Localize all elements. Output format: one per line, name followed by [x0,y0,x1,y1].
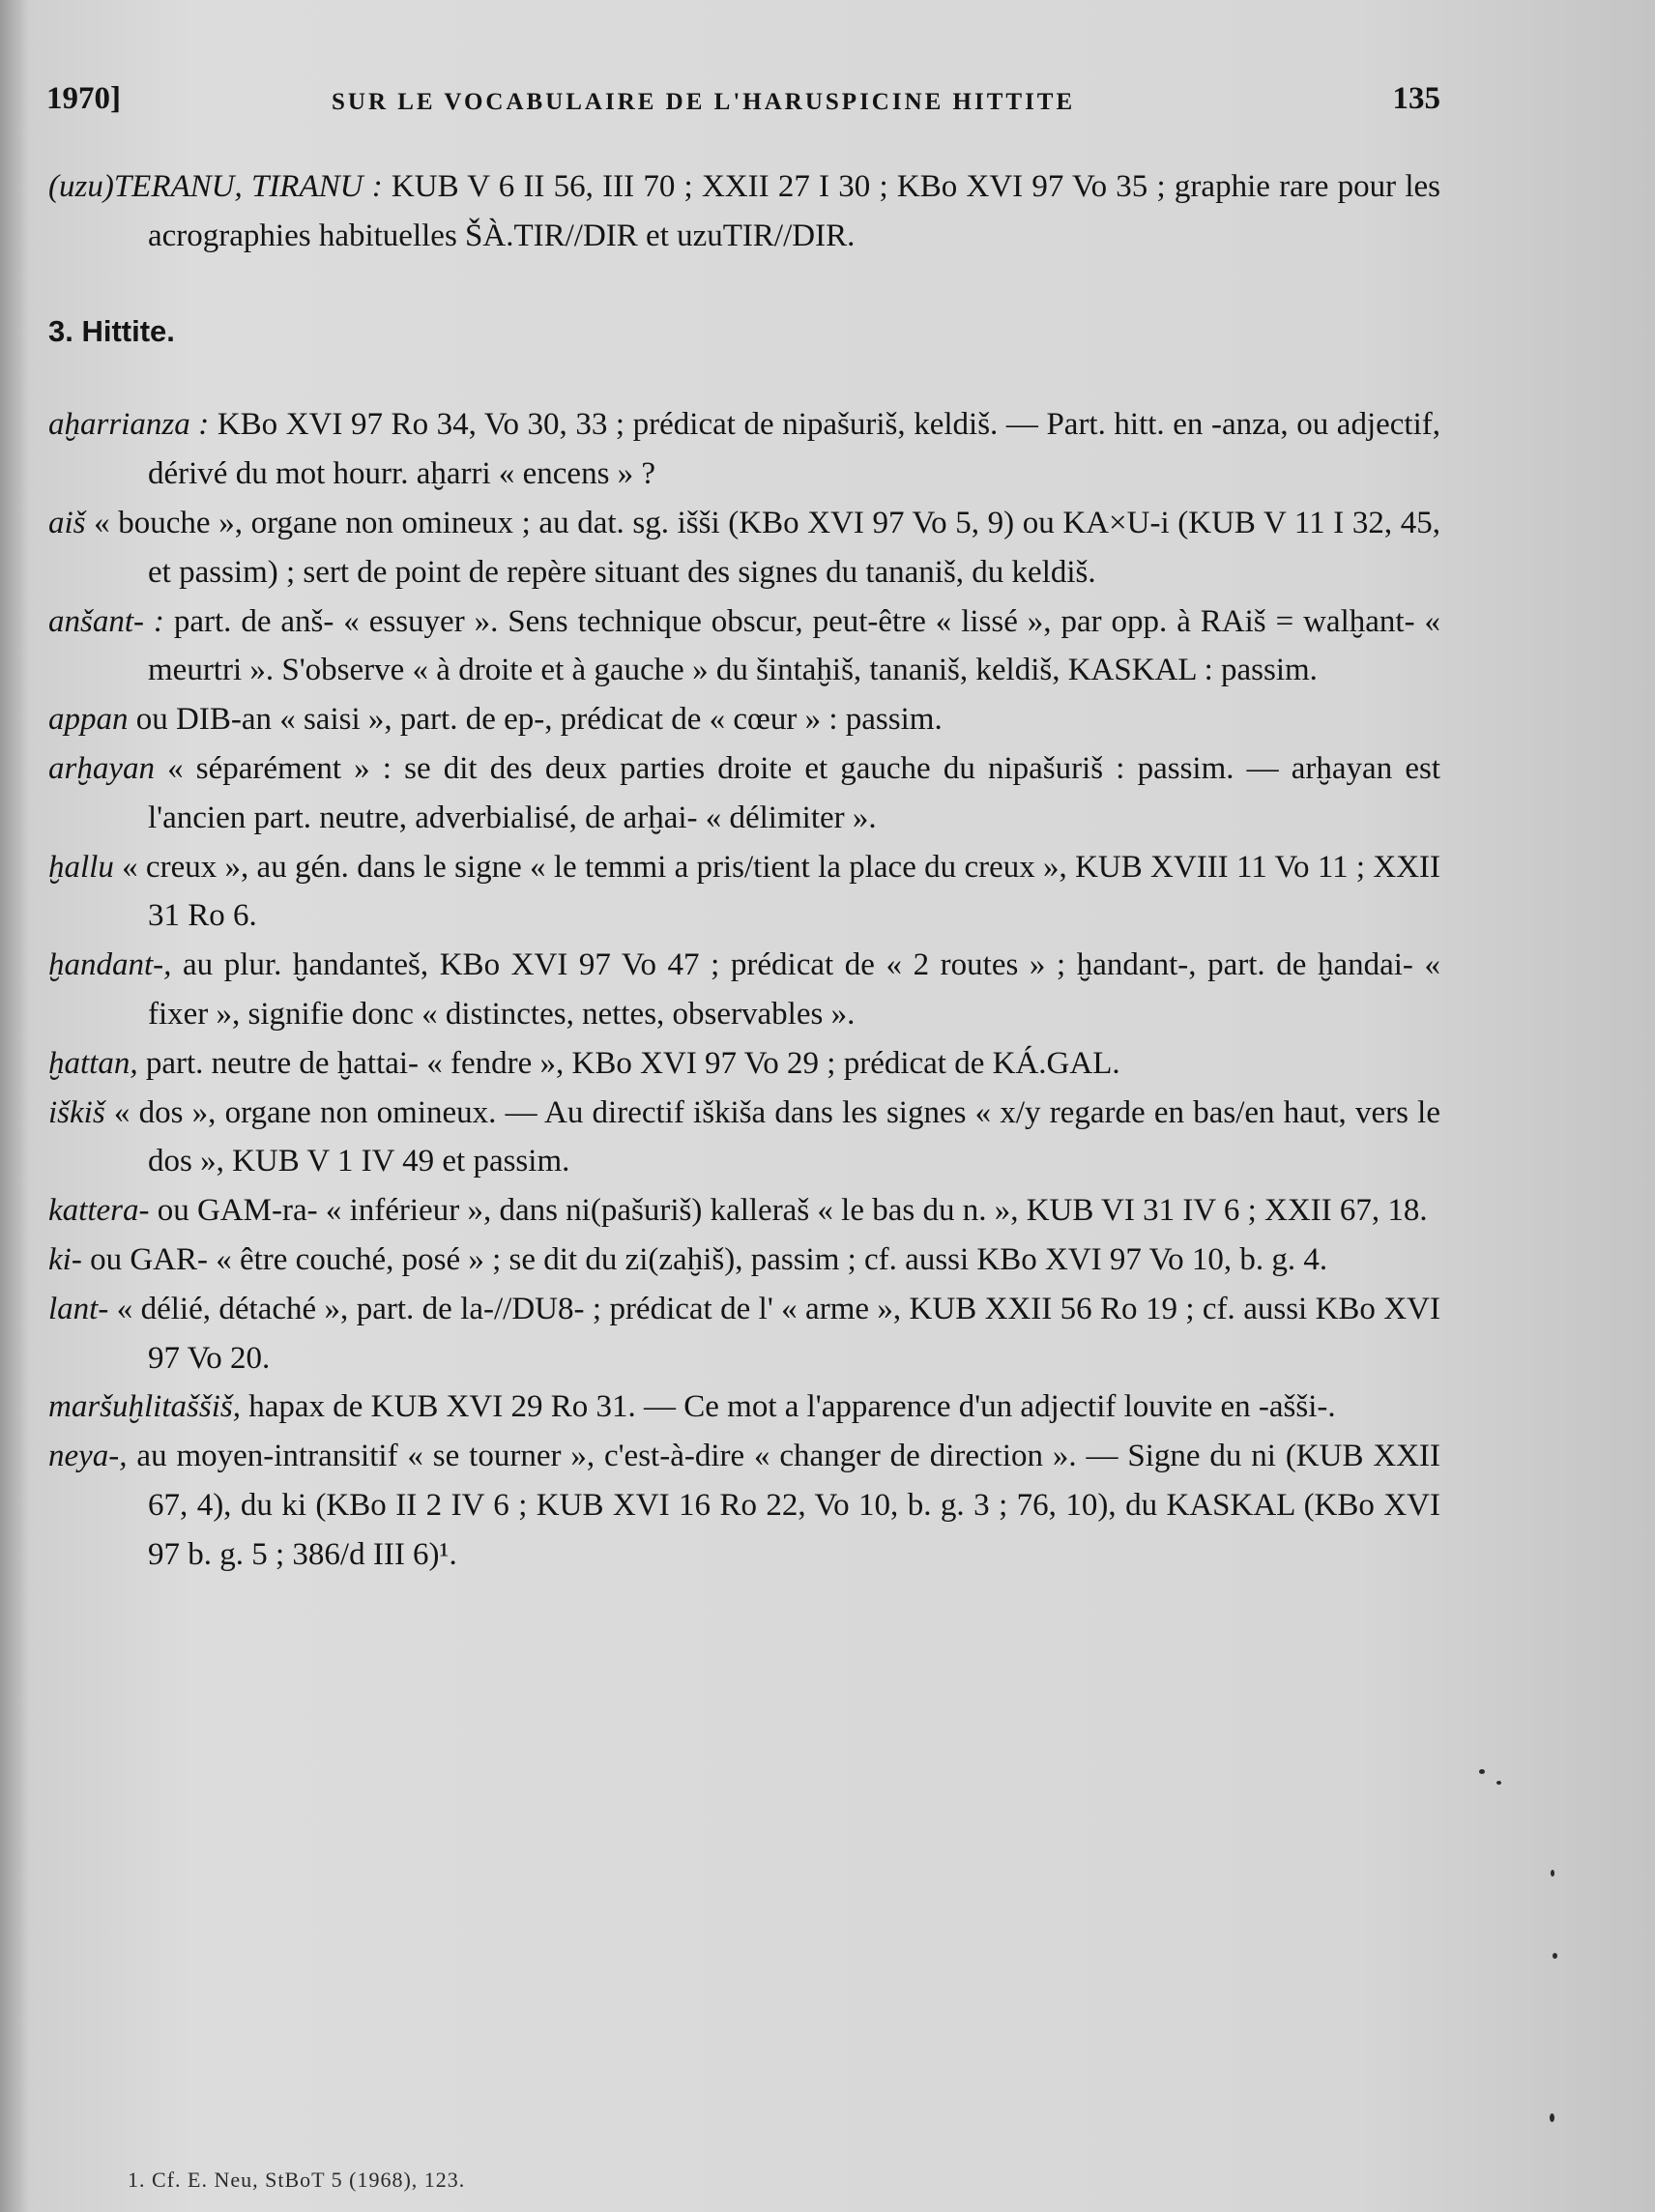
scan-speck [1479,1769,1485,1774]
entry-headword: neya-, [48,1439,128,1474]
entry-text: ou GAR- « être couché, posé » ; se dit du zi(zaḫiš), passim ; cf. aussi KBo XVI 97 Vo 10, b. g. 4. [81,1241,1328,1277]
scan-speck [1496,1781,1501,1785]
entry-headword: ḫandant-, [48,947,172,983]
header-year: 1970] [46,81,121,116]
glossary-entry [48,1432,1440,1579]
entry-text: part. neutre de ḫattai- « fendre », KBo XVI 97 Vo 29 ; prédicat de KÁ.GAL. [137,1045,1120,1081]
scan-speck [1551,1870,1554,1877]
entry-headword: kattera- [48,1193,150,1229]
main-text [48,162,1440,1580]
glossary-entry [48,695,1440,744]
running-title: SUR LE VOCABULAIRE DE L'HARUSPICINE HITTITE [332,89,1076,115]
entry-text: ou GAM-ra- « inférieur », dans ni(pašuriš) kalleraš « le bas du n. », KUB VI 31 IV 6 ; XXII 67, 18. [149,1193,1428,1229]
entry-headword: ḫallu [48,849,114,885]
entry-text: KBo XVI 97 Ro 34, Vo 30, 33 ; prédicat de nipašuriš, keldiš. — Part. hitt. en -anza, ou adjectif, dérivé du mot hourr. aḫarri « encens » ? [148,407,1440,492]
glossary-entry [48,499,1440,597]
glossary-entry [48,1089,1440,1187]
entry-text: « bouche », organe non omineux ; au dat. sg. išši (KBo XVI 97 Vo 5, 9) ou KA×U-i (KUB V 11 I 32, 45, et passim) ; sert de point de repère situant des signes du tananiš, du keldiš. [85,505,1440,590]
glossary-entry [48,162,1440,261]
entry-headword: aḫarrianza : [48,407,210,443]
entry-text: « délié, détaché », part. de la-//DU8- ; prédicat de l' « arme », KUB XXII 56 Ro 19 ; cf. aussi KBo XVI 97 Vo 20. [108,1291,1440,1376]
entry-headword: (uzu)TERANU, TIRANU : [48,169,383,204]
section-title: 3. Hittite. [48,313,175,348]
entry-text: « séparément » : se dit des deux parties droite et gauche du nipašuriš : passim. — arḫayan est l'ancien part. neutre, adverbialisé, de arḫai- « délimiter ». [148,750,1440,835]
page-number: 135 [1392,81,1440,116]
glossary-entry [48,941,1440,1039]
glossary-entry [48,1236,1440,1285]
entry-text: ou DIB-an « saisi », part. de ep-, prédicat de « cœur » : passim. [128,702,943,738]
entry-text: « dos », organe non omineux. — Au directif iškiša dans les signes « x/y regarde en bas/en haut, vers le dos », KUB V 1 IV 49 et passim. [104,1094,1440,1179]
entry-text: « creux », au gén. dans le signe « le temmi a pris/tient la place du creux », KUB XVIII 11 Vo 11 ; XXII 31 Ro 6. [113,849,1440,934]
scan-speck [1550,2113,1554,2122]
entry-text: KUB V 6 II 56, III 70 ; XXII 27 I 30 ; KBo XVI 97 Vo 35 ; graphie rare pour les acrographies habituelles ŠÀ.TIR//DIR et uzuTIR//DIR. [148,169,1441,253]
entry-text: au plur. ḫandanteš, KBo XVI 97 Vo 47 ; prédicat de « 2 routes » ; ḫandant-, part. de ḫandai- « fixer », signifie donc « distinctes, nettes, observables ». [148,947,1440,1032]
entry-headword: aiš [48,505,86,540]
glossary-entry [48,744,1440,843]
entry-headword: ki- [48,1241,82,1277]
entry-text: au moyen-intransitif « se tourner », c'est-à-dire « changer de direction ». — Signe du ni (KUB XXII 67, 4), du ki (KBo II 2 IV 6 ; KUB XVI 16 Ro 22, Vo 10, b. g. 3 ; 76, 10), du KASKAL (KBo XVI 97 b. g. 5 ; 386/d III 6)¹. [127,1439,1440,1572]
footnote: 1. Cf. E. Neu, StBoT 5 (1968), 123. [128,2168,466,2192]
scan-speck [1553,1953,1557,1959]
glossary-entry [48,400,1440,499]
entry-headword: lant- [48,1291,109,1326]
entry-text: part. de anš- « essuyer ». Sens technique obscur, peut-être « lissé », par opp. à RAiš = walḫant- « meurtri ». S'observe « à droite et à gauche » du šintaḫiš, tananiš, keldiš, KASKAL : passim. [148,603,1440,688]
page-header [46,81,1440,130]
entry-headword: arḫayan [48,750,155,786]
glossary-entry [48,1039,1440,1089]
entry-text: hapax de KUB XVI 29 Ro 31. — Ce mot a l'apparence d'un adjectif louvite en -ašši-. [240,1389,1336,1425]
glossary-entry [48,843,1440,942]
glossary-entry [48,1382,1440,1432]
entry-headword: maršuḫlitaššiš, [48,1389,241,1425]
glossary-entry [48,597,1440,696]
entry-headword: appan [48,702,129,738]
entry-headword: iškiš [48,1094,105,1130]
glossary-entry [48,1285,1440,1383]
entry-headword: anšant- : [48,603,164,639]
entry-headword: ḫattan, [48,1045,138,1081]
glossary-entry [48,1186,1440,1236]
